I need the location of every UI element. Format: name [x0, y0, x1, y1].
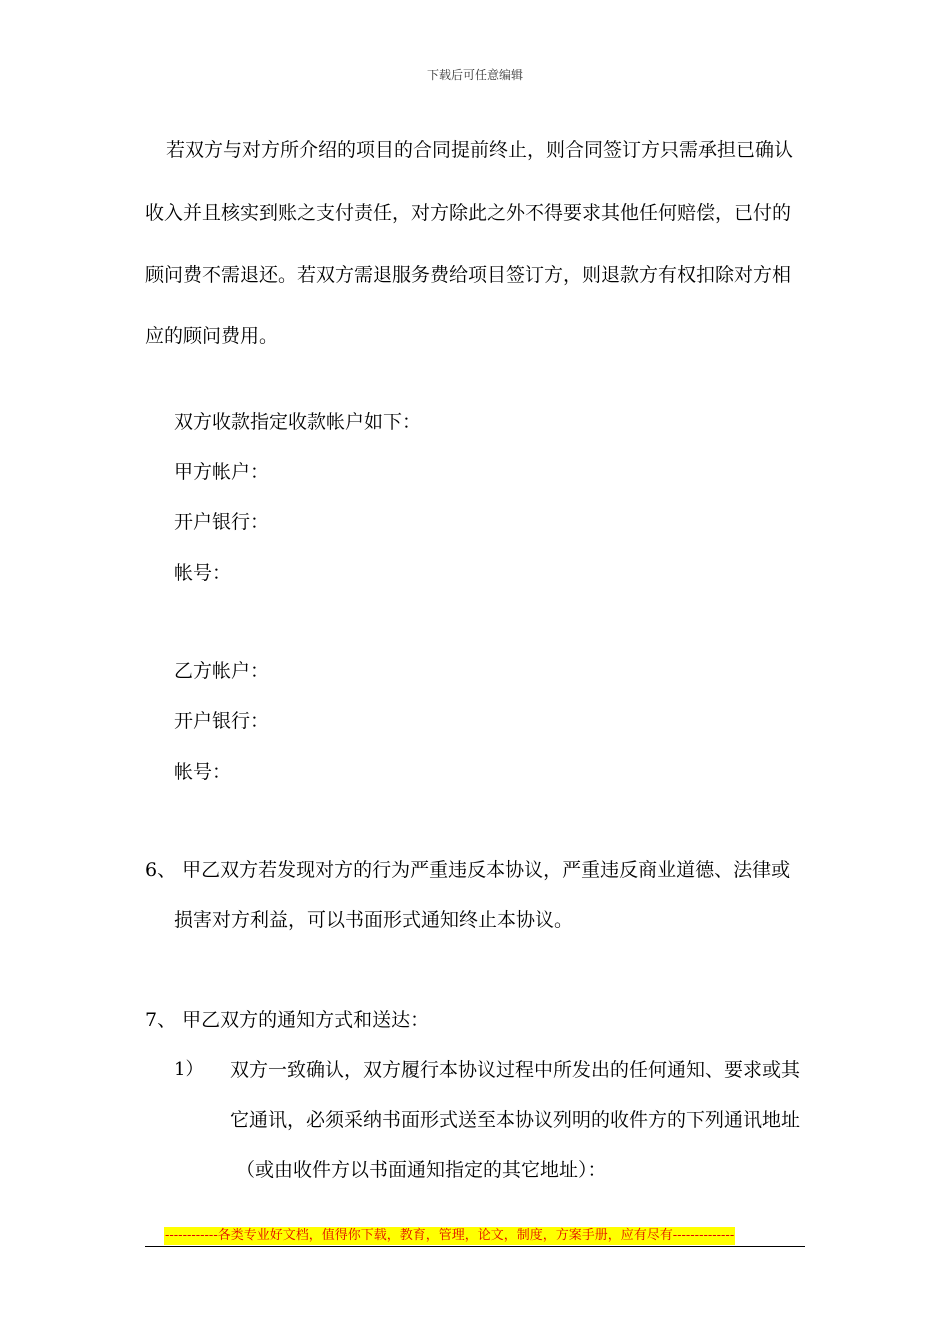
accounts-intro: 双方收款指定收款帐户如下：	[174, 411, 422, 433]
clause7-item-line: 双方一致确认，双方履行本协议过程中所发出的任何通知、要求或其	[230, 1059, 801, 1081]
party-b-account-label: 乙方帐户：	[174, 660, 270, 682]
page-header: 下载后可任意编辑	[426, 68, 523, 82]
paragraph-line: 收入并且核实到账之支付责任，对方除此之外不得要求其他任何赔偿，已付的	[145, 202, 792, 224]
paragraph-line: 顾问费不需退还。若双方需退服务费给项目签订方，则退款方有权扣除对方相	[145, 264, 792, 286]
party-a-bank-label: 开户银行：	[174, 511, 270, 533]
party-a-account-label: 甲方帐户：	[174, 461, 270, 483]
clause7-item-line: （或由收件方以书面通知指定的其它地址）：	[236, 1159, 607, 1181]
clause7-item-number: 1）	[174, 1059, 204, 1080]
clause7-item-line: 它通讯，必须采纳书面形式送至本协议列明的收件方的下列通讯地址	[230, 1109, 801, 1131]
clause6-line: 6、 甲乙双方若发现对方的行为严重违反本协议，严重违反商业道德、法律或	[145, 859, 791, 881]
paragraph-line: 应的顾问费用。	[145, 325, 279, 347]
party-b-bank-label: 开户银行：	[174, 710, 270, 732]
paragraph-line: 若双方与对方所介绍的项目的合同提前终止，则合同签订方只需承担已确认	[166, 139, 794, 161]
footer-banner: ------------各类专业好文档，值得你下载，教育，管理，论文，制度，方案手册，应有尽有--------------	[165, 1228, 735, 1243]
party-a-number-label: 帐号：	[174, 562, 232, 584]
footer-divider	[145, 1246, 805, 1247]
clause6-line: 损害对方利益，可以书面形式通知终止本协议。	[174, 909, 574, 931]
clause7-title: 7、 甲乙双方的通知方式和送达：	[145, 1009, 430, 1031]
party-b-number-label: 帐号：	[174, 761, 232, 783]
